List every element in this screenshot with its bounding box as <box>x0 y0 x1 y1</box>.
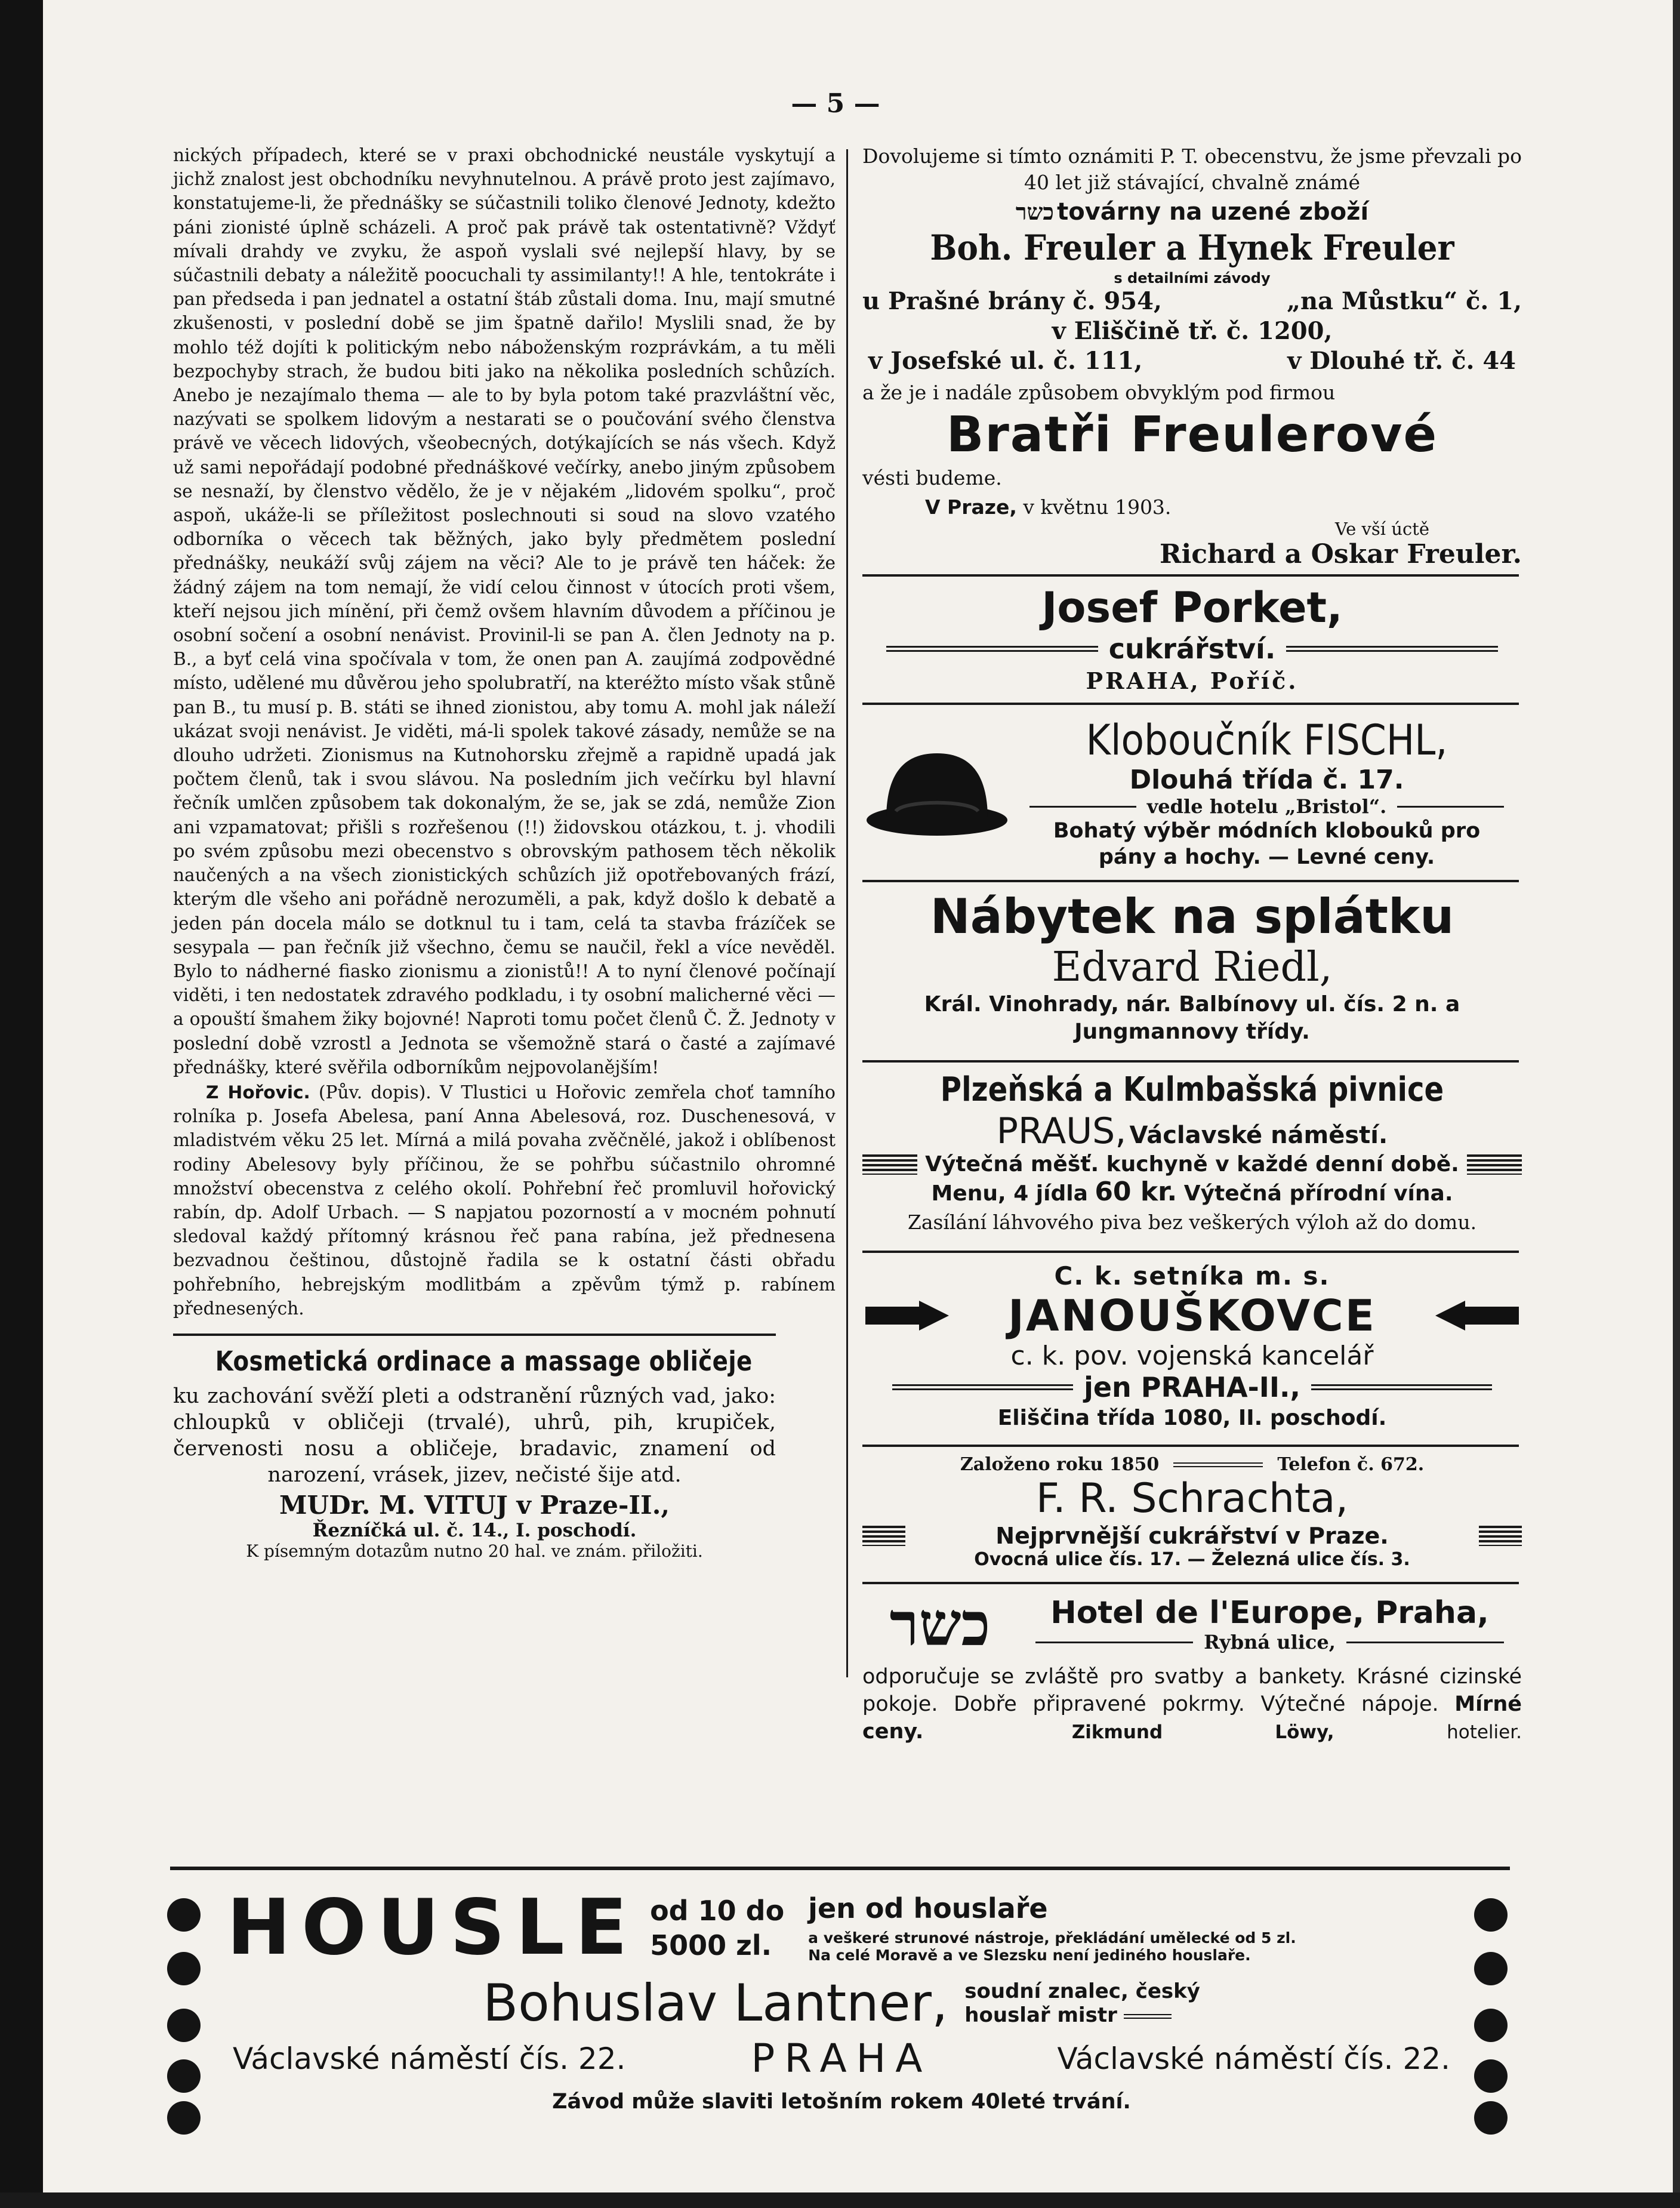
doctor-name: MUDr. M. VITUJ v Praze-II., <box>279 1490 670 1520</box>
divider <box>862 1251 1519 1253</box>
bullet-icon <box>1474 1952 1508 1985</box>
hotel-kosher-mark: כשר <box>889 1589 991 1659</box>
ornament-rule <box>892 1384 1073 1390</box>
housle-name-row <box>227 1973 1456 2033</box>
praus-square: Václavské náměstí. <box>1129 1122 1388 1149</box>
praus-menu-price: 60 kr. <box>1095 1177 1177 1207</box>
bullet-icon <box>167 2059 201 2093</box>
pointing-hand-left-icon <box>1432 1298 1522 1334</box>
right-column <box>862 143 1522 1746</box>
porket-city: PRAHA, <box>1086 667 1201 694</box>
fischl-near-row <box>1012 795 1522 818</box>
date-text: v květnu 1903. <box>1023 495 1172 519</box>
bullet-icon <box>1474 2009 1508 2042</box>
divider <box>862 880 1519 882</box>
janouskovec-rank: C. k. setníka m. s. <box>1054 1261 1330 1291</box>
fischl-name: Kloboučník FISCHL, <box>1086 716 1448 765</box>
bullet-icon <box>1474 2059 1508 2093</box>
hotel-street-row <box>1018 1631 1522 1653</box>
hotel-name: Hotel de l'Europe, Praha, <box>1050 1595 1489 1631</box>
bowler-hat-icon <box>862 743 1012 844</box>
ad-housle <box>227 1883 1456 2114</box>
housle-from-block <box>808 1892 1296 1964</box>
housle-role <box>964 1979 1200 2027</box>
ornament-rule <box>1286 646 1498 652</box>
schrachta-phone: Telefon č. 672. <box>1277 1454 1425 1475</box>
divider <box>173 1334 776 1336</box>
housle-address-row <box>227 2035 1456 2081</box>
owners-names: Boh. Freuler a Hynek Freuler <box>930 227 1454 268</box>
ad-freuler <box>862 143 1522 569</box>
pointing-hand-right-icon <box>862 1298 952 1334</box>
address-row-1 <box>862 287 1522 316</box>
housle-name: Bohuslav Lantner, <box>483 1973 948 2033</box>
doctor-address: Řezníčká ul. č. 14., I. poschodí. <box>312 1519 637 1541</box>
scan-edge-left <box>0 0 43 2208</box>
divider <box>862 1060 1519 1063</box>
bullet-icon <box>167 1952 201 1985</box>
fischl-near: vedle hotelu „Bristol“. <box>1146 795 1387 818</box>
hotel-prices: Mírné ceny. <box>862 1692 1522 1744</box>
janouskovec-office: c. k. pov. vojenská kancelář <box>1010 1341 1374 1371</box>
ornament-rule <box>1035 1642 1193 1643</box>
porket-trade: cukrářství. <box>1108 633 1276 665</box>
ornament-rule <box>1124 2014 1172 2019</box>
ornament-rule <box>1311 1384 1492 1390</box>
schrachta-addresses: Ovocná ulice čís. 17. — Železná ulice čís. 3. <box>974 1549 1410 1570</box>
housle-title: HOUSLE <box>227 1883 639 1972</box>
hotel-body: odporučuje se zvláště pro svatby a bankety. Krásné cizinské pokoje. Dobře připravené pokrmy. Výtečné nápoje. <box>862 1665 1522 1716</box>
housle-price-1: od 10 do <box>650 1895 785 1927</box>
bullet-icon <box>167 1898 201 1932</box>
housle-role-2-row <box>964 2003 1200 2027</box>
praus-menu-label: Menu, 4 jídla <box>931 1181 1088 1206</box>
address-prasna-brana: u Prašné brány č. 954, <box>862 287 1162 315</box>
riedl-address-line <box>862 991 1522 1046</box>
date-line <box>862 495 1522 519</box>
kosher-mark: כשר <box>1015 198 1054 225</box>
riedl-address: nár. Balbínovy ul. čís. 2 n. a Jungmannovy třídy. <box>1074 992 1460 1044</box>
housle-footer: Závod může slaviti letošním rokem 40leté trvání. <box>552 2090 1131 2114</box>
housle-top-row <box>227 1883 1456 1972</box>
janouskovec-location: jen PRAHA-II., <box>1084 1371 1300 1403</box>
praus-wines: Výtečná přírodní vína. <box>1183 1181 1453 1206</box>
article <box>173 143 836 1320</box>
divider <box>862 1582 1519 1584</box>
praus-menu-line <box>862 1177 1522 1207</box>
bullet-icon <box>167 2101 201 2135</box>
lead-text: vésti budeme. <box>862 466 1002 489</box>
ad-intro: Dovolujeme si tímto oznámiti P. T. obecenstvu, že jsme převzali po 40 let již stávající, chvalně známé <box>862 144 1522 194</box>
praus-name: PRAUS, <box>996 1110 1127 1152</box>
factory-line <box>862 198 1522 226</box>
housle-from: jen od houslaře <box>808 1892 1048 1924</box>
ornament-lines <box>862 1154 917 1175</box>
ad-title: Kosmetická ordinace a massage obličeje <box>215 1345 753 1377</box>
porket-address <box>862 667 1522 694</box>
schrachta-name: F. R. Schrachta, <box>1035 1475 1349 1522</box>
divider <box>862 1445 1519 1447</box>
signature: Richard a Oskar Freuler. <box>1159 539 1522 569</box>
ad-kosmeticka <box>173 1345 776 1561</box>
housle-address-right: Václavské náměstí čís. 22. <box>1057 2041 1450 2076</box>
firm-name: Bratři Freulerové <box>946 407 1438 463</box>
bullet-icon <box>1474 2101 1508 2135</box>
praus-name-line <box>862 1110 1522 1152</box>
address-dlouha: v Dlouhé tř. č. 44 <box>1287 347 1516 375</box>
ornament-rule <box>1346 1642 1504 1643</box>
porket-name: Josef Porket, <box>1041 583 1343 632</box>
housle-body-2: Na celé Moravě a ve Slezsku není jediného houslaře. <box>808 1947 1251 1964</box>
housle-address-left: Václavské náměstí čís. 22. <box>233 2041 626 2076</box>
address-mustek: „na Můstku“ č. 1, <box>1287 287 1522 315</box>
article-paragraph-horovice <box>173 1080 836 1320</box>
ad-body: ku zachování svěží pleti a odstranění různých vad, jako: chloupků v obličeji (trvalé), uhrů, pih, krupiček, červenosti nosu a obličeje, bradavic, znamení od narození, vrásek, jizev, nečisté šije atd. <box>173 1384 776 1487</box>
fischl-offer: Bohatý výběr módních klobouků pro pány a hochy. — Levné ceny. <box>1053 819 1481 869</box>
praus-title: Plzeňská a Kulmbašská pivnice <box>940 1070 1444 1109</box>
hotel-owner: Zikmund Löwy, <box>1071 1722 1334 1743</box>
ad-schrachta <box>862 1454 1522 1570</box>
ornament-rule <box>886 646 1098 652</box>
ad-note: K písemným dotazům nutno 20 hal. ve znám. přiložiti. <box>246 1541 703 1561</box>
hotel-body-block <box>862 1663 1522 1746</box>
divider <box>862 703 1519 705</box>
ornament-rule <box>1029 806 1136 808</box>
bullet-icon <box>1474 1898 1508 1932</box>
janouskovec-address: Eliščina třída 1080, II. poschodí. <box>997 1406 1387 1430</box>
page-number: — 5 — <box>791 88 880 119</box>
janouskovec-location-row <box>862 1371 1522 1403</box>
scan-edge-right <box>1673 0 1680 2208</box>
housle-city: PRAHA <box>751 2035 932 2081</box>
ornament-lines <box>1467 1154 1522 1175</box>
address-row-3 <box>862 346 1522 376</box>
praus-kitchen: Výtečná měšť. kuchyně v každé denní době. <box>925 1152 1459 1177</box>
ad-praus <box>862 1070 1522 1234</box>
article-text: (Pův. dopis). V Tlustici u Hořovic zemřela choť tamního rolníka p. Josefa Abelesa, paní Anna Abelesová, roz. Duschenesová, v mladistvém věku 25 let. Mírná a milá povaha zvěčnělé, jakož i oblíbenost rodiny Abelesovy byly příčinou, že se pohřbu súčastnilo ohromné množství obecenstva z celého okolí. Pohřební řeč promluvil hořovický rabín, dp. Adolf Urbach. — S napjatou pozorností a v mocném pohnutí sledoval každý přítomný krásnou řeč pana rabína, jež přednesena bezvadnou češtinou, důstojně řadila se k ostatní části obřadu pohřebního, hebrejským modlitbám a zpěvům týmž p. rabínem přednesených. <box>173 1082 836 1319</box>
janouskovec-name: JANOUŠKOVCE <box>1008 1291 1376 1341</box>
fischl-address: Dlouhá třída č. 17. <box>1129 765 1404 795</box>
housle-price <box>650 1893 784 1963</box>
ornament-rule <box>1173 1462 1263 1467</box>
column-divider <box>846 149 848 1677</box>
praus-delivery: Zasílání láhvového piva bez veškerých výloh až do domu. <box>907 1211 1477 1234</box>
ad-riedl <box>862 889 1522 1046</box>
schrachta-founded: Založeno roku 1850 <box>960 1454 1160 1475</box>
bullet-icon <box>167 2009 201 2042</box>
divider <box>862 574 1519 577</box>
ornament-lines <box>1479 1526 1522 1546</box>
address-eliscina: v Eliščině tř. č. 1200, <box>1052 317 1333 345</box>
scan-edge-bottom <box>0 2192 1680 2208</box>
ornament-rule <box>1397 806 1504 808</box>
bottom-divider <box>170 1867 1510 1870</box>
hotel-street: Rybná ulice, <box>1204 1631 1336 1653</box>
janouskovec-name-row <box>862 1291 1522 1341</box>
schrachta-claim: Nejprvnější cukrářství v Praze. <box>995 1523 1389 1549</box>
riedl-name: Edvard Riedl, <box>1052 944 1333 991</box>
schrachta-info-row <box>862 1454 1522 1475</box>
date-place: V Praze, <box>925 495 1017 519</box>
housle-price-2: 5000 zl. <box>650 1929 772 1961</box>
hotel-header <box>862 1591 1522 1657</box>
hotel-role: hotelier. <box>1447 1722 1522 1743</box>
schrachta-claim-row <box>862 1523 1522 1549</box>
porket-trade-row <box>862 633 1522 665</box>
address-josefska: v Josefské ul. č. 111, <box>868 347 1143 375</box>
regards: Ve vší úctě <box>1334 519 1429 539</box>
hotel-title-block <box>1018 1595 1522 1653</box>
porket-street: Poříč. <box>1210 667 1299 694</box>
details-caption: s detailními závody <box>1114 270 1271 287</box>
continue-text: a že je i nadále způsobem obvyklým pod firmou <box>862 381 1336 404</box>
left-column <box>173 143 836 1561</box>
ad-fischl <box>862 716 1522 870</box>
housle-role-1: soudní znalec, český <box>964 1979 1200 2003</box>
ad-janouskovec <box>862 1261 1522 1430</box>
housle-role-2: houslař mistr <box>964 2003 1117 2027</box>
riedl-headline: Nábytek na splátku <box>930 889 1454 944</box>
ornament-lines <box>862 1526 905 1546</box>
ad-porket <box>862 583 1522 694</box>
riedl-district: Král. Vinohrady, <box>924 992 1119 1017</box>
article-paragraph: nických případech, které se v praxi obchodnické neustále vyskytují a jichž znalost jest obchodníku nevyhnutelnou. A právě proto jest zajímavo, konstatujeme-li, že přednášky se súčastnili toliko členové Jednoty, kdežto páni zionisté úplně scházeli. A proč pak právě tak ostentativně? Vždyť mívali drahdy ve zvyku, že aspoň vyslali své nejlepší hlavy, by se súčastnili debaty a náležitě poocuchali ty assimilanty!! A hle, tentokráte i pan předseda i pan jednatel a ostatní štáb zůstali doma. Inu, mají smutné zkušenosti, v poslední době se jim špatně dařilo! Myslili snad, že by mohlo též dojíti k politickým nebo náboženským rozprávkám, a tu měli bezpochyby strach, že budou biti jako na několika posledních schůzích. Anebo je nezajímalo thema — ale to by byla potom také prazvláštní věc, nazývati se spolkem lidovým a nestarati se o poučování svého členstva právě ve věcech lidových, všeobecných, dotýkajících se nás všech. Když už sami nepořádají podobné přednáškové večírky, anebo jiným způsobem se nesnaží, by členstvo vědělo, že je v nějakém „lidovém spolku“, proč aspoň, ukáže-li se příležitost poslechnouti si soud na slovo vzatého odborníka o věcech tak běžných, jako byly předmětem poslední přednášky, neukáží svůj zájem na věci? Ale to je právě ten háček: že žádný zájem na tom nemají, že vidí celou činnost v útocích proti všem, kteří nejsou jich mínění, při čemž ovšem hlavním důvodem a příčinou je osobní sočení a osobní nenávist. Provinil-li se pan A. člen Jednoty na p. B., a byť celá vina spočívala v tom, že onen pan A. zaujímá zodpovědné místo, udělené mu důvěrou jeho spolubratří, na kteréžto místo však stůně pan B., tu musí p. B. státi se ihned zionistou, aby tomu A. mohl jak náleží ukázat svoji nenávist. Je viděti, má-li spolek takové zásady, nemůže se na dlouho udržeti. Zionismus na Kutnohorsku zřejmě a rapidně upadá jak počtem členů, tak i svou slávou. Na posledním jich večírku byl hlavní řečník umlčen způsobem tak dokonalým, že se, jak se zdá, nemůže Zion ani vzpamatovat; přišli s rozřešenou (!!) židovskou otázkou, t. j. vhodili po svém způsobu mezi obecenstvo s obrovským pathosem těch několik naučených a na všech zionistických schůzích již opotřebovaných frází, kterým dle všeho ani pořádně nerozuměli, a pak, když došlo k debatě a jeden pán docela málo se dotknul tu i tam, celá ta stavba frázíček se sesypala — pan řečník již všechno, čemu se naučil, řekl a více nevěděl. Bylo to nádherné fiasko zionismu a zionistů!! A to nyní členové počínají viděti, i ten nedostatek zdravého podkladu, i ty osobní malicherné věci — a opouští šmahem žiky bojovné! Naproti tomu počet členů Č. Ž. Jednoty v poslední době vzrostl a Jednota se všemožně stará o časté a zajímavé přednášky, které svěřila odborníkům nejpovolanějším! <box>173 145 836 1077</box>
factory-title: továrny na uzené zboží <box>1057 198 1369 226</box>
praus-kitchen-line <box>862 1152 1522 1177</box>
housle-body-1: a veškeré strunové nástroje, překládání umělecké od 5 zl. <box>808 1929 1296 1947</box>
dateline: Z Hořovic. <box>206 1082 310 1103</box>
fischl-text <box>1012 716 1522 870</box>
ad-hotel <box>862 1591 1522 1746</box>
